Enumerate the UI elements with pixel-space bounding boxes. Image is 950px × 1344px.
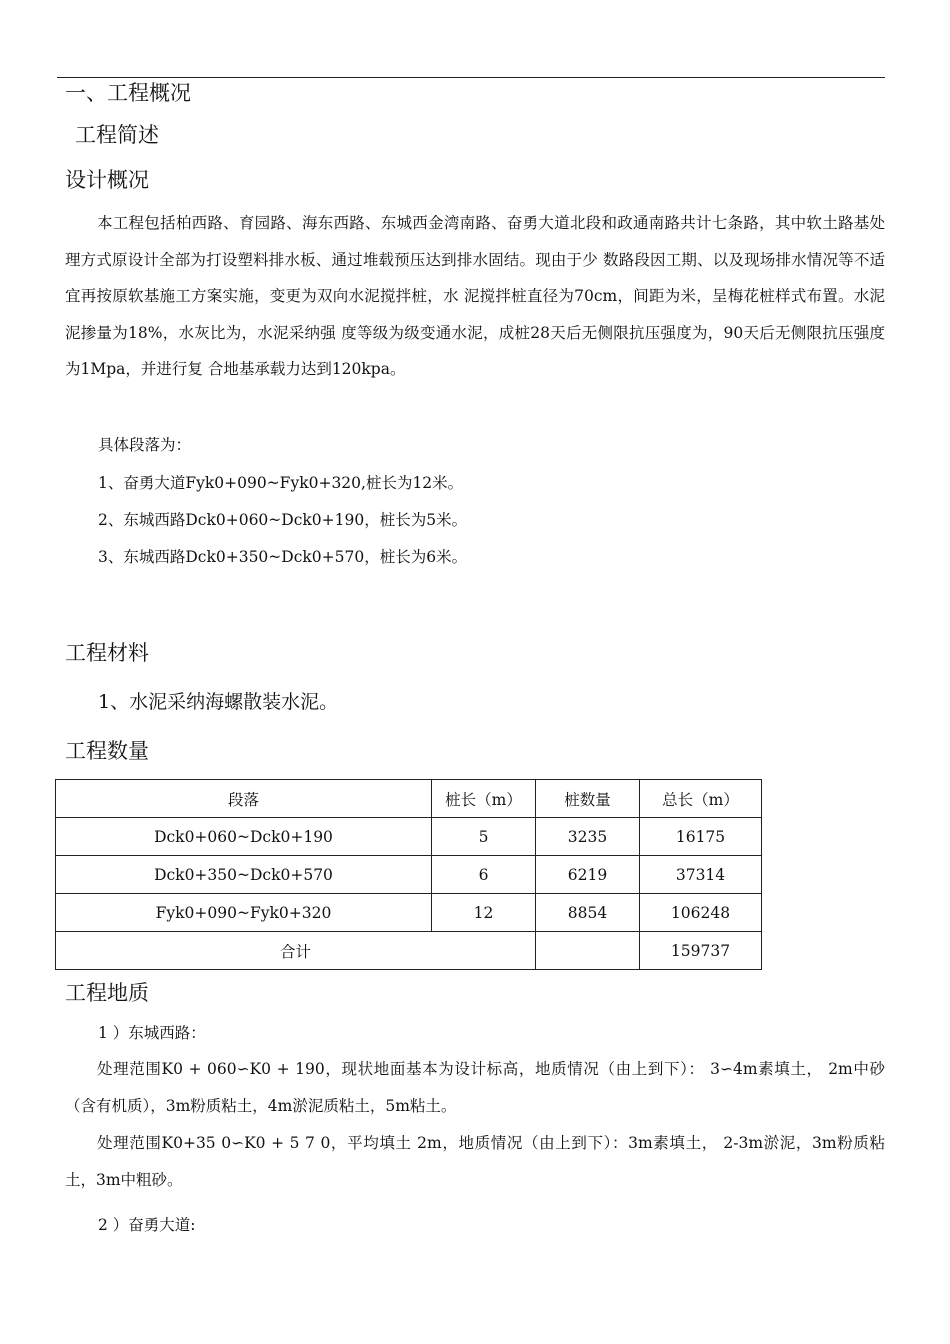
header-cell: 总长（m） — [640, 780, 762, 818]
geology-road-1: 1 ）东城西路： — [98, 1024, 206, 1042]
table-cell: Dck0+350~Dck0+570 — [56, 856, 432, 894]
segment-item: 3、东城西路Dck0+350~Dck0+570，桩长为6米。 — [98, 548, 468, 566]
table-cell: Fyk0+090~Fyk0+320 — [56, 894, 432, 932]
total-value-cell: 159737 — [640, 932, 762, 970]
geology-road-2: 2 ）奋勇大道: — [98, 1216, 196, 1234]
header-cell: 桩长（m） — [432, 780, 536, 818]
table-cell: 12 — [432, 894, 536, 932]
segment-item: 1、奋勇大道Fyk0+090~Fyk0+320,桩长为12米。 — [98, 474, 464, 492]
table-row — [56, 856, 762, 894]
table-row — [56, 894, 762, 932]
segment-item: 2、东城西路Dck0+060~Dck0+190，桩长为5米。 — [98, 511, 468, 529]
table-cell: 5 — [432, 818, 536, 856]
table-cell: Dck0+060~Dck0+190 — [56, 818, 432, 856]
overview-paragraph: 本工程包括柏西路、育园路、海东西路、东城西金湾南路、奋勇大道北段和政通南路共计七条路，其中软土路基处理方式原设计全部为打设塑料排水板、通过堆载预压达到排水固结。现由于少 数路段因工期、以及现场排水情况等不适宜再按原软基施工方案实施，变更为双向水泥搅拌桩，水 泥搅拌桩直径为70cm，间距为米，呈梅花桩样式布置。水泥泥掺量为18%，水灰比为，水泥采纳强 度等级为级变通水泥，成桩28天后无侧限抗压强度为，90天后无侧限抗压强度为1Mpa，并进行复 合地基承载力达到120kpa。 — [65, 214, 885, 378]
sub-heading-design-overview: 设计概况 — [65, 168, 149, 192]
geology-heading: 工程地质 — [65, 981, 149, 1005]
header-cell: 桩数量 — [536, 780, 640, 818]
table-total-row — [56, 932, 762, 970]
materials-item: 1、水泥采纳海螺散装水泥。 — [98, 691, 339, 713]
table-row — [56, 818, 762, 856]
sub-heading-project-summary: 工程简述 — [75, 123, 159, 147]
geology-paragraph-2: 处理范围K0+35 0∽K0 + 5 7 0，平均填土 2m，地质情况（由上到下）：3m素填土， 2-3m淤泥，3m粉质粘土，3m中粗砂。 — [65, 1134, 885, 1189]
materials-heading: 工程材料 — [65, 641, 149, 665]
quantities-heading: 工程数量 — [65, 739, 149, 763]
segments-intro: 具体段落为： — [98, 436, 192, 454]
table-cell: 6219 — [536, 856, 640, 894]
quantities-table — [55, 779, 762, 970]
table-cell: 8854 — [536, 894, 640, 932]
table-cell: 37314 — [640, 856, 762, 894]
table-header-row — [56, 780, 762, 818]
table-cell: 106248 — [640, 894, 762, 932]
geology-paragraph-1: 处理范围K0 + 060∽K0 + 190，现状地面基本为设计标高，地质情况（由上到下）： 3∽4m素填土， 2m中砂（含有机质），3m粉质粘土，4m淤泥质粘土，5m粘土。 — [65, 1060, 885, 1115]
section-heading: 一、工程概况 — [65, 81, 191, 105]
empty-cell — [536, 932, 640, 970]
table-cell: 3235 — [536, 818, 640, 856]
table-cell: 6 — [432, 856, 536, 894]
table-cell: 16175 — [640, 818, 762, 856]
total-label-cell: 合计 — [56, 932, 536, 970]
header-rule — [57, 77, 885, 78]
header-cell: 段落 — [56, 780, 432, 818]
